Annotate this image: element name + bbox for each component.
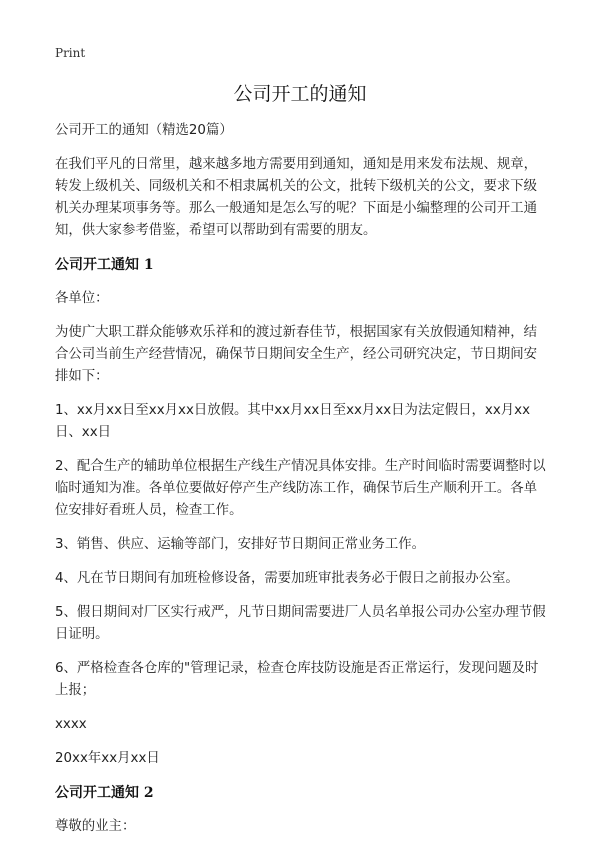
section-heading-1: 公司开工通知 1	[55, 257, 154, 273]
intro-paragraph: 在我们平凡的日常里，越来越多地方需要用到通知，通知是用来发布法规、规章，转发上级机关、同级机关和不相隶属机关的公文，批转下级机关的公文，要求下级机关办理某项事务等。那么一般通知是怎么写的呢？下面是小编整理的公司开工通知，供大家参考借鉴，希望可以帮助到有需要的朋友。	[55, 157, 538, 238]
document-body	[55, 120, 550, 850]
section-1-greeting: 各单位：	[55, 291, 109, 306]
section-1-item-5: 5、假日期间对厂区实行戒严，凡节日期间需要进厂人员名单报公司办公室办理节假日证明。	[55, 605, 546, 642]
print-link[interactable]: Print	[55, 46, 86, 60]
section-1-item-4: 4、凡在节日期间有加班检修设备，需要加班审批表务必于假日之前报办公室。	[55, 571, 519, 586]
section-1-signature: xxxx	[55, 717, 87, 732]
section-1-date: 20xx年xx月xx日	[55, 751, 160, 766]
document-subtitle: 公司开工的通知（精选20篇）	[55, 123, 233, 138]
section-1-body: 为使广大职工群众能够欢乐祥和的渡过新春佳节，根据国家有关放假通知精神，结合公司当前生产经营情况，确保节日期间安全生产，经公司研究决定，节日期间安排如下：	[55, 325, 538, 384]
page-title: 公司开工的通知	[233, 83, 367, 105]
section-1-item-1: 1、xx月xx日至xx月xx日放假。其中xx月xx日至xx月xx日为法定假日，xx月xx日、xx日	[55, 403, 530, 440]
section-1-item-6: 6、严格检查各仓库的"管理记录，检查仓库技防设施是否正常运行，发现问题及时上报；	[55, 661, 539, 698]
section-2-greeting: 尊敬的业主：	[55, 819, 136, 834]
section-heading-2: 公司开工通知 2	[55, 785, 154, 801]
section-1-item-2: 2、配合生产的辅助单位根据生产线生产情况具体安排。生产时间临时需要调整时以临时通知为准。各单位要做好停产生产线防冻工作，确保节后生产顺利开工。各单位安排好看班人员，检查工作。	[55, 459, 546, 518]
section-1-item-3: 3、销售、供应、运输等部门，安排好节日期间正常业务工作。	[55, 537, 426, 552]
